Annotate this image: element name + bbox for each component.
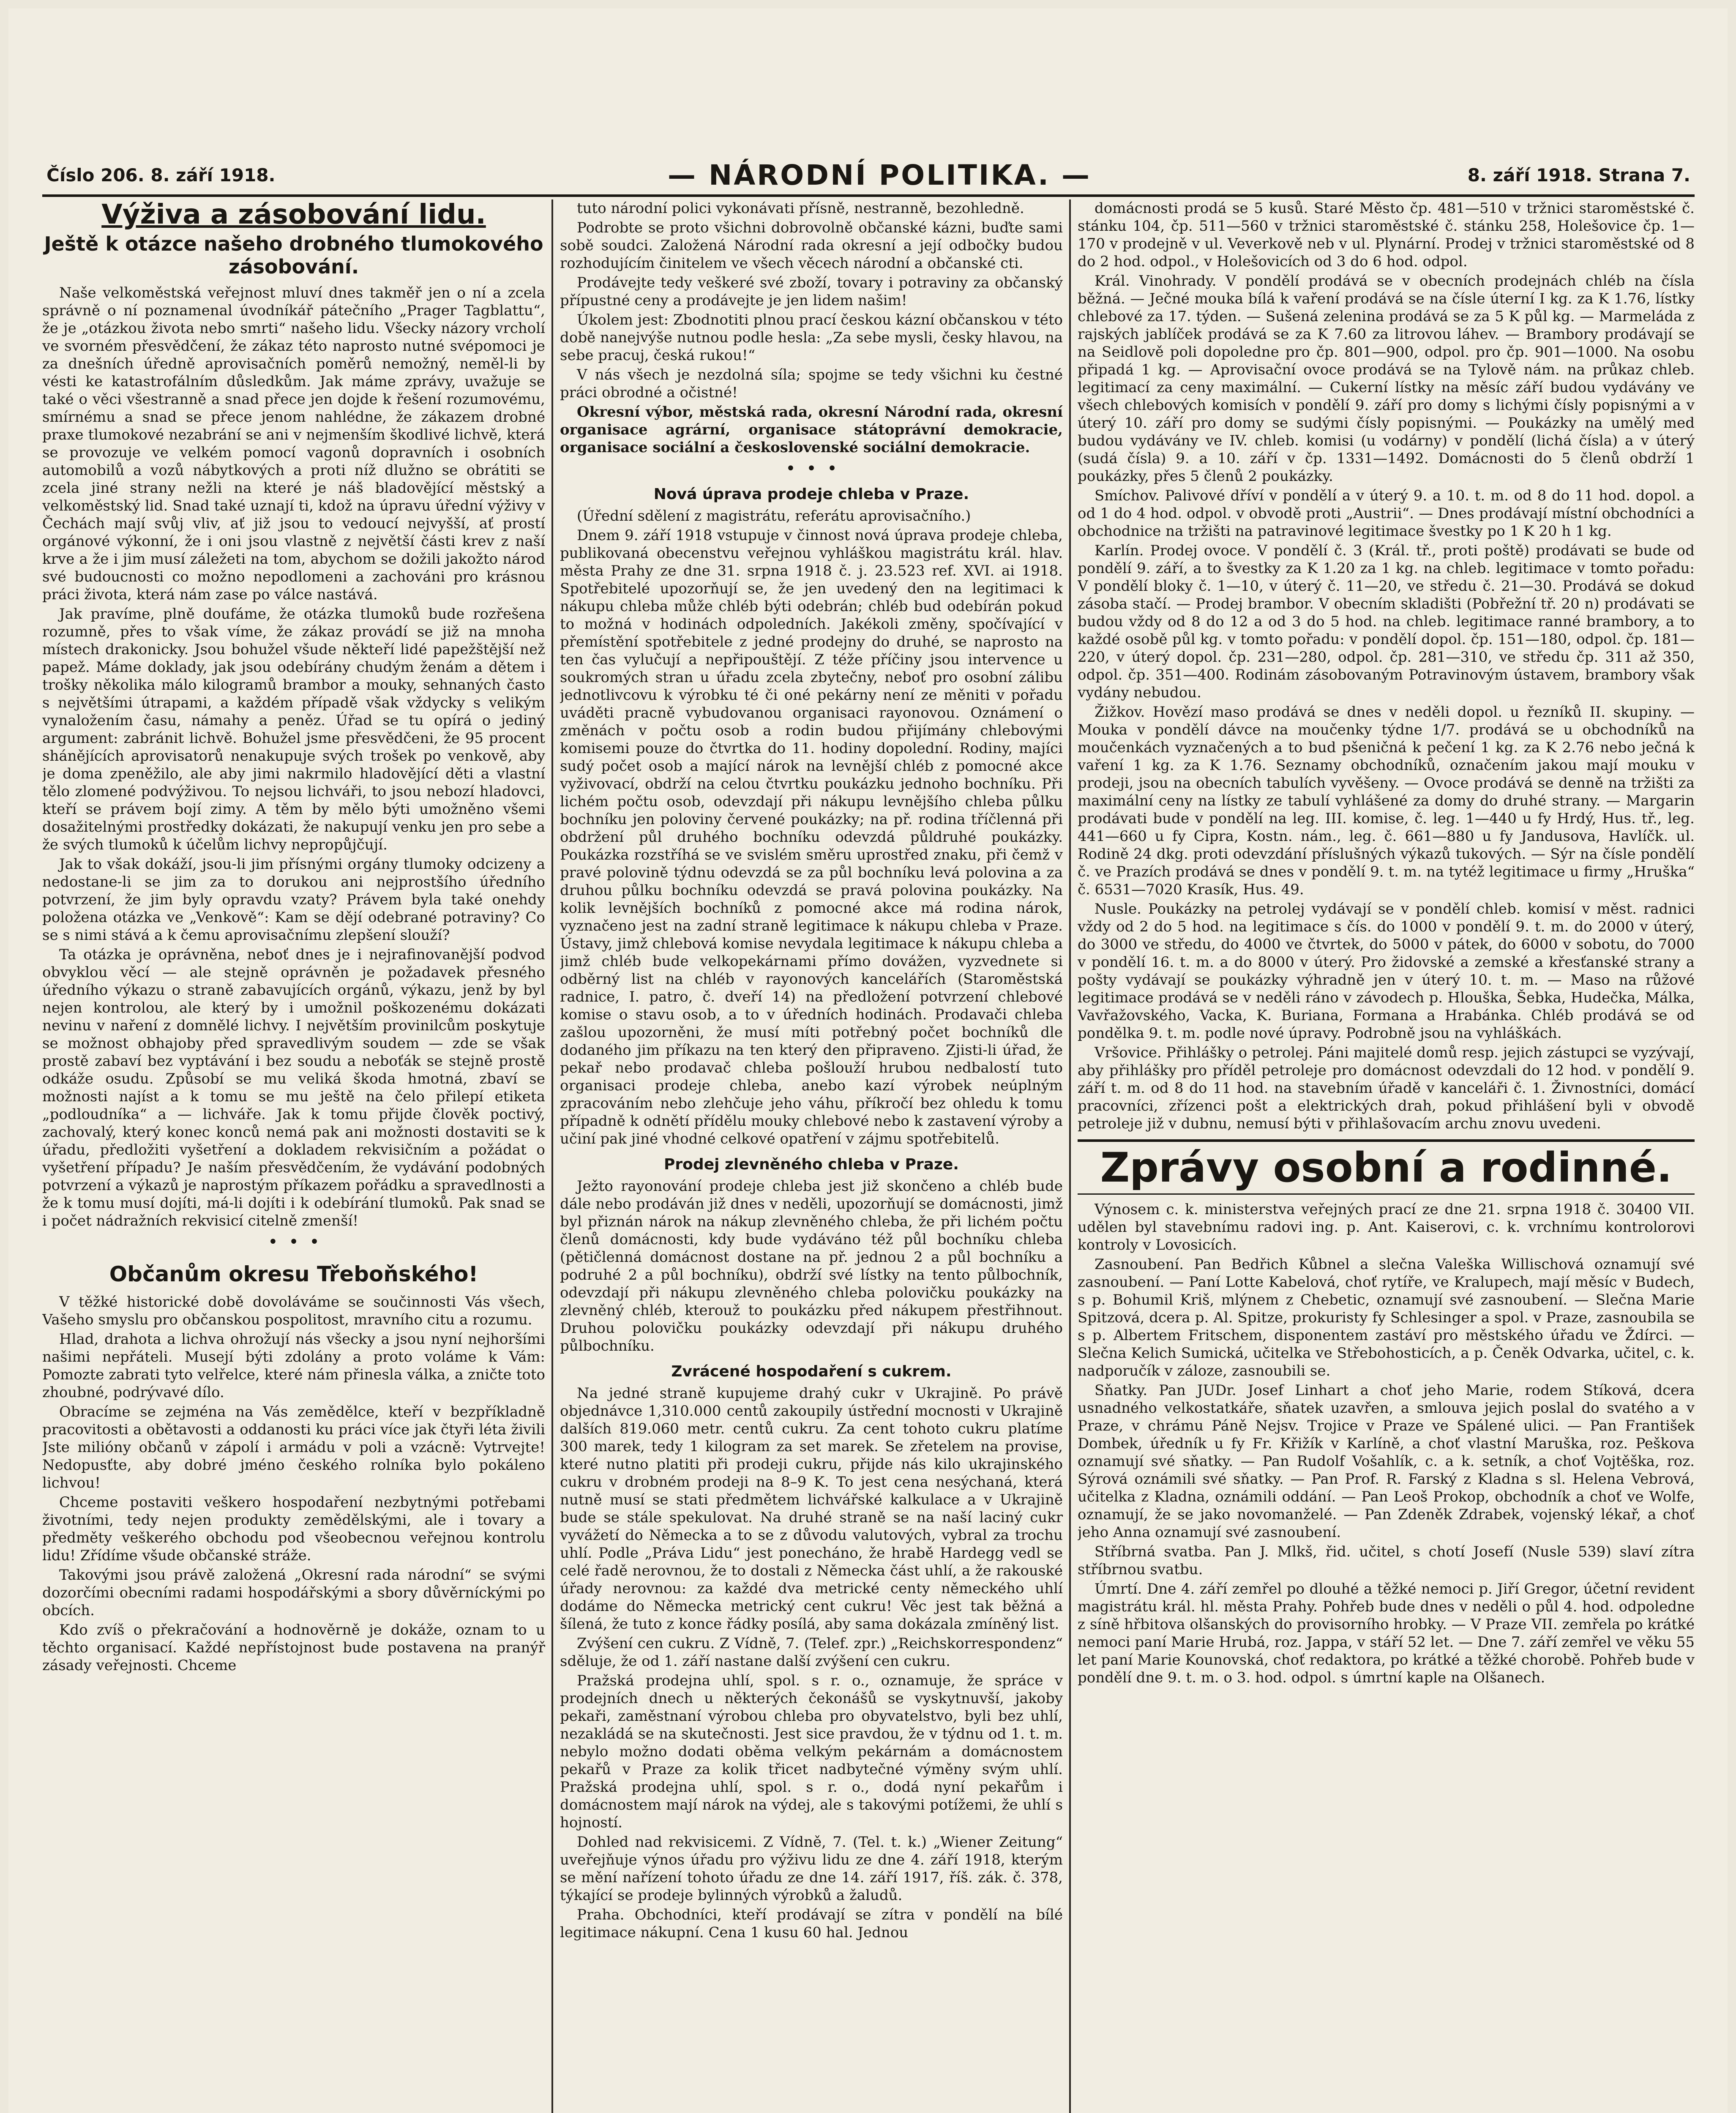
article-paragraph: V těžké historické době dovoláváme se součinnosti Vás všech, Vašeho smyslu pro občanskou pospolitost, mravního citu a rozumu. (42, 1294, 545, 1328)
article-paragraph: Zasnoubení. Pan Bedřich Kůbnel a slečna Valeška Willischová oznamují své zasnoubení. — Paní Lotte Kabelová, choť rytíře, ve Kralupech, mají měsíc v Budech, s p. Bohumil Kriš, mlýnem z Chebetic, oznamují své zasnoubení. — Slečna Marie Spitzová, dcera p. Al. Spitze, prokuristy fy Schlesinger a spol. v Praze, zasnoubila se s p. Albertem Fritschem, disponentem zastáví pro městského úřadu ve Ždírci. — Slečna Kelich Sumická, učitelka ve Střebohosticích, a p. Čeněk Odvarka, učitel, c. k. nadporučík v záloze, zasnoubili se. (1078, 1256, 1695, 1379)
section-source: (Úřední sdělení z magistrátu, referátu aprovisačního.) (577, 508, 971, 524)
article-paragraph: Nusle. Poukázky na petrolej vydávají se v pondělí chleb. komisí v měst. radnici vždy od 2 do 5 hod. na legitimace s čís. do 1000 v pondělí 9. t. m. do 2000 v úterý, do 3000 ve středu, do 4000 ve čtvrtek, do 5000 v pátek, do 6000 v sobotu, do 7000 v pondělí 16. t. m. a do 8000 v úterý. Pro židovské a zemské a křesťanské strany a pošty vydávají se poukázky výhradně jen v úterý 10. t. m. — Maso na růžové legitimace prodává se v neděli ráno v závodech p. Hlouška, Šebka, Hudečka, Málka, Vavřažovského, Vacka, K. Buriana, Formana a Hrabánka. Chléb prodává se od pondělka 9. t. m. podle nové úpravy. Podrobně jsou na vyhláškách. (1078, 901, 1695, 1042)
article-paragraph: Chceme postaviti veškero hospodaření nezbytnými potřebami životními, tedy nejen produkty zemědělskými, ale i tovary a předměty veškerého obchodu pod všeobecnou veřejnou kontrolu lidu! Zřídíme všude občanské stráže. (42, 1494, 545, 1564)
article-paragraph: Žižkov. Hovězí maso prodává se dnes v neděli dopol. u řezníků II. skupiny. — Mouka v pondělí dávce na moučenky týdne 1/7. prodává se u obchodníků na moučenkách vyznačených a to bud pšeničná k pečení 1 kg. za K 2.76 nebo ječná k vaření 1 kg. za K 1.76. Seznamy obchodníků, označením jakou mají mouku v prodeji, jsou na obecních tabulích vyvěšeny. — Ovoce prodává se denně na tržišti za maximální ceny na lístky ze tabulí vyhlášené za domy do druhé strany. — Margarin prodávati bude v pondělí na leg. III. komise, č. leg. 1—440 u fy Hrdý, Hus. tř., leg. 441—660 u fy Cipra, Kostn. nám., leg. č. 661—880 u fy Jandusova, Havlíčk. ul. Rodině 24 dkg. proti odevzdání příslušných výkazů tukových. — Sýr na čísle pondělí č. ve Prazích prodává se dnes v pondělí 9. t. m. na tytéž legitimace u firmy „Hruška“ č. 6531—7020 Krasík, Hus. 49. (1078, 704, 1695, 898)
article-paragraph: Smíchov. Palivové dříví v pondělí a v úterý 9. a 10. t. m. od 8 do 11 hod. dopol. a od 1 do 4 hod. odpol. v obvodě proti „Austrii“. — Dnes prodávají místní obchodníci a obchodnice na tržišti na patravinové legitimace švestky po 1 K 20 h 1 kg. (1078, 487, 1695, 540)
article-paragraph: Takovými jsou právě založená „Okresní rada národní“ se svými dozorčími obecními radami hospodářskými a sbory důvěrníckými po obcích. (42, 1567, 545, 1619)
article-paragraph: Obracíme se zejména na Vás zemědělce, kteří v bezpříkladně pracovitosti a obětavosti a oddanosti ku práci více jak čtyři léta živili Jste milióny občanů v zápolí i armádu v poli a vzácně: Vytrvejte! Nedopusťte, aby dobré jméno českého rolníka bylo pokáleno lichvou! (42, 1403, 545, 1491)
article-paragraph: tuto národní polici vykonávati přísně, nestranně, bezohledně. (577, 200, 1024, 217)
separator: • • • (786, 459, 837, 478)
article-headline: Výživa a zásobování lidu. (101, 199, 486, 230)
article-paragraph: Zvýšení cen cukru. Z Vídně, 7. (Telef. zpr.) „Reichskorrespondenz“ sděluje, že od 1. září nastane další zvýšení cen cukru. (560, 1635, 1063, 1670)
masthead: — NÁRODNÍ POLITIKA. — (668, 159, 1091, 191)
column-2 (560, 199, 1063, 2113)
signatories: Okresní výbor, městská rada, okresní Národní rada, okresní organisace agrární, organisace státoprávní demokracie, organisace sociální a československé sociální demokracie. (560, 404, 1063, 456)
article-paragraph: Král. Vinohrady. V pondělí prodává se v obecních prodejnách chléb na čísla běžná. — Ječné mouka bílá k vaření prodává se na čísle úterní I kg. za K 1.76, lístky chlebové za 17. týden. — Sušená zelenina prodává se za 5 K půl kg. — Marmeláda z rajských jablíček prodává se za K 7.60 za litrovou láhev. — Brambory prodávají se na Seidlově poli dopoledne pro čp. 801—900, odpol. pro čp. 901—1000. Na osobu připadá 1 kg. — Aprovisační ovoce prodává se na Tylově nám. na průkaz chleb. legitimací za ceny maximální. — Cukerní lístky na měsíc září budou vydávány ve všech chlebových komisích v pondělí 9. září pro domy s lichými čísly popisnými a v úterý 10. září pro domy se sudými čísly popisnými. — Poukázky na umělý med budou vydávány ve IV. chleb. komisi (u vodárny) v pondělí (lichá čísla) a v úterý (sudá čísla) 9. a 10. září v čp. 1331—1492. Domácnosti do 5 členů obdrží 1 poukázky, přes 5 členů 2 poukázky. (1078, 273, 1695, 485)
article-paragraph: Naše velkoměstská veřejnost mluví dnes takměř jen o ní a zcela správně o ní poznamenal úvodníkář pátečního „Prager Tagblattu“, že je „otázkou života nebo smrti“ našeho lidu. Všecky názory vrcholí ve svorném přesvědčení, že zákaz této naprosto nutné svépomoci je za dnešních úředně aprovisačních poměrů nemožný, neměl-li by vésti ke katastrofálním důsledkům. Jak máme zprávy, uvažuje se také o věci všestranně a snad přece jen dojde k řešení rozumovému, smírnému a snad se přece jenom nahlédne, že zákazem drobné praxe tlumokové nezabrání se ani v nejmenším škodlivé lichvě, která se provozuje ve velkém pomocí vagonů dopravních i osobních automobilů a vozů nábytkových a proti níž dlužno se obrátiti se zcela jiné strany nežli na které je náš bladovějící městský a velkoměstský lid. Snad také uznají ti, kdož na úpravu úřední výživy v Čechách mají svůj vliv, ať již jsou to vedoucí nejvyšší, ať prostí orgánové výkonní, že i oni jsou vlastně z největší části krev z naší krve a že i jim musí záležeti na tom, abychom se dožili jakožto národ své budoucnosti co možno nepodlomeni a zachováni pro krásnou práci života, která nám zase po válce nastává. (42, 284, 545, 603)
article-paragraph: Podrobte se proto všichni dobrovolně občanské kázni, buďte sami sobě soudci. Založená Národní rada okresní a její odbočky budou rozhodujícím činitelem ve všech věcech národní a občanské cti. (560, 219, 1063, 272)
article-paragraph: Jak pravíme, plně doufáme, že otázka tlumoků bude rozřešena rozumně, přes to však víme, že zákaz provádí se již na mnoha místech drakonicky. Jsou bohužel všude někteří lidé papežštější než papež. Máme doklady, jak jsou odebírány chudým ženám a dětem i trošky několika málo kilogramů brambor a mouky, sehnaných často s největšími útrapami, a každém případě však vždycky s velikým vynaložením času, námahy a peněz. Úřad se tu opírá o jediný argument: zabránit lichvě. Bohužel jsme přesvědčeni, že 95 procent shánějících aprovisatorů nenakupuje svých trošek po venkově, aby je doma zpeněžilo, ale aby jimi nakrmilo hladovějící děti a vlastní tělo zlomené podvýživou. To nejsou lichváři, to jsou nebozí hladovci, kteří se právem bojí zimy. A těm by mělo býti umožněno všemi dosažitelnými prostředky dokázati, že nakupují venku jen pro sebe a že svých tlumoků k účelům lichvy nepropůjčují. (42, 606, 545, 853)
article-paragraph: Praha. Obchodníci, kteří prodávají se zítra v pondělí na bílé legitimace nákupní. Cena 1 kusu 60 hal. Jednou (560, 1906, 1063, 1941)
section-title: Občanům okresu Třeboňského! (109, 1262, 478, 1286)
separator: • • • (268, 1232, 319, 1252)
article-paragraph: Sňatky. Pan JUDr. Josef Linhart a choť jeho Marie, rodem Stíková, dcera usnadného velkostatkáře, sňatek uzavřen, a smlouva jejich poslal do svatého a v Praze, v chrámu Páně Nejsv. Trojice v Praze ve Spálené ulici. — Pan František Dombek, úředník u fy Fr. Křižík v Karlíně, a choť vlastní Maruška, roz. Peškova oznamují své sňatky. — Pan Rudolf Vošahlík, c. a k. setník, a choť Vojtěška, roz. Sýrová oznámili své sňatky. — Pan Prof. R. Farský z Kladna s sl. Helena Vebrová, učitelka z Kladna, oznámili oddání. — Pan Leoš Prokop, obchodník a choť ve Wolfe, oznamují, že se jako novomanželé. — Pan Zdeněk Zdrabek, vojenský lékař, a choť jeho Anna oznamují své zasnoubení. (1078, 1382, 1695, 1541)
article-paragraph: Jak to však dokáží, jsou-li jim přísnými orgány tlumoky odcizeny a nedostane-li se jim za to dorukou ani nejprostšího úředního potvrzení, že jim byly opravdu vzaty? Právem byla také onehdy položena otázka ve „Venkově“: Kam se dějí odebrané potraviny? Co se s nimi stává a k čemu aprovisačnímu zlepšení slouží? (42, 856, 545, 944)
column-1 (42, 199, 545, 2113)
issue-number: Číslo 206. 8. září 1918. (46, 165, 276, 186)
article-paragraph: domácnosti prodá se 5 kusů. Staré Město čp. 481—510 v tržnici staroměstské č. stánku 104, čp. 511—560 v tržnici staroměstské č. stánku 258, Holešovice čp. 1—170 v prodejně v ul. Veverkově neb v ul. Plynární. Prodej v tržnici staroměstské od 8 do 2 hod. odpol., v Holešovicích od 3 do 6 hod. odpol. (1078, 200, 1695, 270)
article-paragraph: Úmrtí. Dne 4. září zemřel po dlouhé a těžké nemoci p. Jiří Gregor, účetní revident magistrátu král. hl. města Prahy. Pohřeb bude dnes v neděli o půl 4. hod. odpoledne z síně hřbitova olšanských do provisorního hrobky. — V Praze VII. zemřela po krátké nemoci paní Marie Hrubá, roz. Jappa, v stáří 52 let. — Dne 7. září zemřel ve věku 55 let paní Marie Kounovská, choť redaktora, po krátké a těžké chorobě. Pohřeb bude v pondělí dne 9. t. m. o 3. hod. odpol. s úmrtní kaple na Olšanech. (1078, 1581, 1695, 1686)
section-title: Prodej zlevněného chleba v Praze. (664, 1156, 959, 1173)
article-paragraph: Ta otázka je oprávněna, neboť dnes je i nejrafinovanější podvod obvyklou věcí — ale stejně oprávněn je požadavek přesného úředního výkazu o straně zabavujících orgánů, výkazu, jenž by byl nejen kontrolou, ale který by i umožnil poškozenému dokázati nevinu v naření z domnělé lichvy. I největším provinilcům poskytuje se možnost obhajoby před spravedlivým soudem — zde se však prostě zabaví bez vyptávání i bez soudu a neboťák se stejně prostě odkáže osudu. Způsobí se mu veliká škoda hmotná, zbaví se možnosti najíst a k tomu se mu ještě na čelo přilepí etiketa „podloudníka“ a — lichváře. Jak k tomu přijde člověk poctivý, zachovalý, který konec konců nemá pak ani možnosti dostaviti se k úřadu, předložiti vyšetření a dokladem rekvisičním a požádat o vyšetření případu? Je naším přesvědčením, že vydávání podobných potvrzení a výkazů je naprostým příkazem pořádku a spravedlnosti a že k tomu musí dojíti, má-li dojíti i k odebírání tlumoků. Pak snad se i počet nádražních rekvisicí citelně zmenší! (42, 946, 545, 1229)
article-paragraph: Karlín. Prodej ovoce. V pondělí č. 3 (Král. tř., proti poště) prodávati se bude od pondělí 9. září, a to švestky za K 1.20 za 1 kg. na chleb. legitimace v tomto pořadu: V pondělí bloky č. 1—10, v úterý č. 11—20, ve středu č. 21—30. Prodává se dokud zásoba stačí. — Prodej brambor. V obecním skladišti (Pobřežní tř. 20 n) prodávati se budou vždy od 8 do 12 a od 3 do 5 hod. na chleb. legitimace ranné brambory, a to každé osobě půl kg. v tomto pořadu: v pondělí dopol. čp. 151—180, odpol. čp. 181—220, v úterý dopol. čp. 231—280, odpol. čp. 281—310, ve středu čp. 311 až 350, odpol. čp. 351—400. Rodinám zásobovaným Potravinovým ústavem, brambory však vydány nebudou. (1078, 542, 1695, 701)
article-paragraph: Pražská prodejna uhlí, spol. s r. o., oznamuje, že spráce v prodejních dnech u některých čekonášů se vyskytnuvší, jakoby pekaři, zaměstnaní výrobou chleba pro obyvatelstvo, byli bez uhlí, nezakládá se na skutečnosti. Jest sice pravdou, že v týdnu od 1. t. m. nebylo možno dodati oběma velkým pekárnám a domácnostem pekařů v Praze za kolik třicet nadbytečné výměny svým uhlí. Pražská prodejna uhlí, spol. s r. o., dodá nyní pekařům i domácnostem mají nárok na výdej, ale s takovými potížemi, že uhlí s hojností. (560, 1672, 1063, 1831)
article-paragraph: Kdo zvíš o překračování a hodnověrně je dokáže, oznam to u těchto organisací. Každé nepřístojnost bude postavena na pranýř zásady veřejnosti. Chceme (42, 1622, 545, 1674)
article-paragraph: Prodávejte tedy veškeré své zboží, tovary i potraviny za občanský přípustné ceny a prodávejte je jen lidem našim! (560, 274, 1063, 309)
article-paragraph: Úkolem jest: Zbodnotiti plnou prací českou kázní občanskou v této době nanejvýše nutnou podle hesla: „Za sebe mysli, česky hlavou, na sebe pracuj, česká rukou!“ (560, 311, 1063, 364)
article-paragraph: Vršovice. Přihlášky o petrolej. Páni majitelé domů resp. jejich zástupci se vyzývají, aby přihlášky pro příděl petroleje pro domácnost odevzdali do 12 hod. v pondělí 9. září t. m. od 8 do 11 hod. na stavebním úřadě v kanceláři č. 1. Živnostníci, domácí pracovníci, zřízenci pošt a elektrických drah, pokud přihlášení byli v obvodě petroleje již v dubnu, nemusí býti v přihlašovacím archu znovu uvedeni. (1078, 1044, 1695, 1132)
article-paragraph: Dnem 9. září 1918 vstupuje v činnost nová úprava prodeje chleba, publikovaná obecenstvu veřejnou vyhláškou magistrátu král. hlav. města Prahy ze dne 31. srpna 1918 č. j. 23.523 ref. XVI. ai 1918. Spotřebitelé upozorňují se, že jen uvedený den na legitimaci k nákupu chleba může chléb býti odebrán; chléb bud odebírán pokud to možná v hodinách odpoledních. Jakékoli změny, spočívající v přemístění spotřebitele z jedné prodejny do druhé, se naprosto na ten čas vylučují a nepřipouštějí. Z téže příčiny jsou intervence u soukromých stran u úřadu zcela zbytečny, neboť pro osobní zálibu jednotlivcovu k výrobku té či oné pekárny není ze měniti v pořadu uváděti pracně vybudovanou organisaci rayonovou. Oznámení o změnách v počtu osob a rodin budou přijímány chlebovými komisemi pouze do čtvrtka do 11. hodiny dopolední. Rodiny, majíci sudý počet osob a mající nárok na levnější chléb z pomocné akce vyživovací, obdrží na celou čtvrtku poukázku jednoho bochníku. Při lichém počtu osob, odevzdají při nákupu levnějšího chleba půlku bochníku jen poloviny červené poukázky; na př. rodina tříčlenná při obdržení půl druhého bochníku odevzdá půldruhé poukázky. Poukázka rozstříhá se ve svislém směru uprostřed znaku, při čemž v pravé polovině týdnu odevzdá se za půl bochníku levá polovina a za druhou půlku bochníku odevzdá se pravá polovina poukázky. Na kolik levnějších bochníků z pomocné akce má rodina nárok, vyznačeno jest na zadní straně legitimace k nákupu chleba v Praze. Ústavy, jimž chlebová komise nevydala legitimace k nákupu chleba a jimž chléb bude velkopekárnami přímo dovážen, vyzvednete si odběrný list na chléb v rayonových kancelářích (Staroměstská radnice, I. patro, č. dveří 14) na předložení potvrzení chlebové komise o stavu osob, a to v úředních hodinách. Prodavači chleba zašlou upozorněni, že musí míti potřebný počet bochníků dle dodaného jim příkazu na ten který den připraveno. Zjisti-li úřad, že pekař nebo prodavač chleba pošlouží hrubou nedbalostí tuto organisaci prodeje chleba, anebo kazí výrobek neúplným zpracováním nebo zlehčuje jeho váhu, příkročí bez ohledu k tomu případně k odnětí přídělu mouky chlebové nebo k zastavení výroby a učiní pak jiné vhodné celkové opatření v zájmu spotřebitelů. (560, 527, 1063, 1147)
article-paragraph: Ježto rayonování prodeje chleba jest již skončeno a chléb bude dále nebo prodáván již dnes v neděli, upozorňují se domácnosti, jimž byl přiznán nárok na nákup zlevněného chleba, že při lichém počtu členů domácnosti, kdy bude vydáváno též půl bochníku chleba (pětičlenná domácnost dostane na př. jednou 2 a půl bochníku a podruhé 2 a půl bochníku), obdrží své lístky na tento půlbochník, odevzdají při nákupu zlevněného chleba polovičku poukázky na zlevněný chléb, kterouž to poukázku před nákupem přestřihnout. Druhou polovičku poukázky odevzdají při nákupu druhého půlbochníku. (560, 1178, 1063, 1354)
date-and-page: 8. září 1918. Strana 7. (1467, 165, 1690, 186)
article-paragraph: Hlad, drahota a lichva ohrožují nás všecky a jsou nyní nejhoršími našimi nepřáteli. Musejí býti zdolány a proto voláme k Vám: Pomozte zabrati tyto velřelce, které nám přinesla válka, a zničte toto zhoubné, podrývavé dílo. (42, 1331, 545, 1401)
article-subheadline: Ještě k otázce našeho drobného tlumokového zásobování. (44, 232, 543, 278)
section-title: Zvrácené hospodaření s cukrem. (671, 1363, 952, 1380)
section-big-title: Zprávy osobní a rodinné. (1078, 1139, 1695, 1195)
column-rule (551, 199, 553, 2113)
section-title: Nová úprava prodeje chleba v Praze. (653, 486, 969, 503)
article-paragraph: Dohled nad rekvisicemi. Z Vídně, 7. (Tel. t. k.) „Wiener Zeitung“ uveřejňuje výnos úřadu pro výživu lidu ze dne 4. září 1918, kterým se mění nařízení tohoto úřadu ze dne 14. září 1917, říš. zák. č. 378, týkající se prodeje bylinných výrobků a žaludů. (560, 1834, 1063, 1904)
article-paragraph: V nás všech je nezdolná síla; spojme se tedy všichni ku čestné práci obrodné a očistné! (560, 366, 1063, 401)
column-3 (1078, 199, 1695, 2113)
article-paragraph: Stříbrná svatba. Pan J. Mlkš, řid. učitel, s chotí Josefí (Nusle 539) slaví zítra stříbrnou svatbu. (1078, 1543, 1695, 1578)
page-header (42, 156, 1695, 197)
article-paragraph: Výnosem c. k. ministerstva veřejných prací ze dne 21. srpna 1918 č. 30400 VII. udělen byl stavebnímu radovi ing. p. Ant. Kaiserovi, c. k. vrchnímu kontrolorovi kontroly v Lovosicích. (1078, 1201, 1695, 1253)
column-rule (1069, 199, 1071, 2113)
article-paragraph: Na jedné straně kupujeme drahý cukr v Ukrajině. Po právě objednávce 1,310.000 centů zakoupily ústřední mocnosti v Ukrajině dalších 819.060 metr. centů cukru. Za cent tohoto cukru platíme 300 marek, tedy 1 kilogram za set marek. Se zřetelem na provise, které nutno platiti při prodeji cukru, přijde nás kilo ukrajinského cukru v drobném prodeji na 8–9 K. To jest cena nesýchaná, která nutně musí se stati předmětem lichvářské kalkulace a v Ukrajině bude se stále spekulovat. Na druhé straně se na naší laciný cukr vyvážetí do Německa a to se z důvodu valutových, vybral za trochu uhlí. Podle „Práva Lidu“ jest ponecháno, že hrabě Hardegg vedl se celé řadě nerovnou, že to dostali z Německa část uhlí, a že rakouské úřady nerovnou: za každé dva metrické centy německého uhlí dodáme do Německa metrický cent cukru! Věc jest tak běžná a šílená, že tuto z konce řádky posílá, aby sama dokázala zmíněný list. (560, 1385, 1063, 1633)
